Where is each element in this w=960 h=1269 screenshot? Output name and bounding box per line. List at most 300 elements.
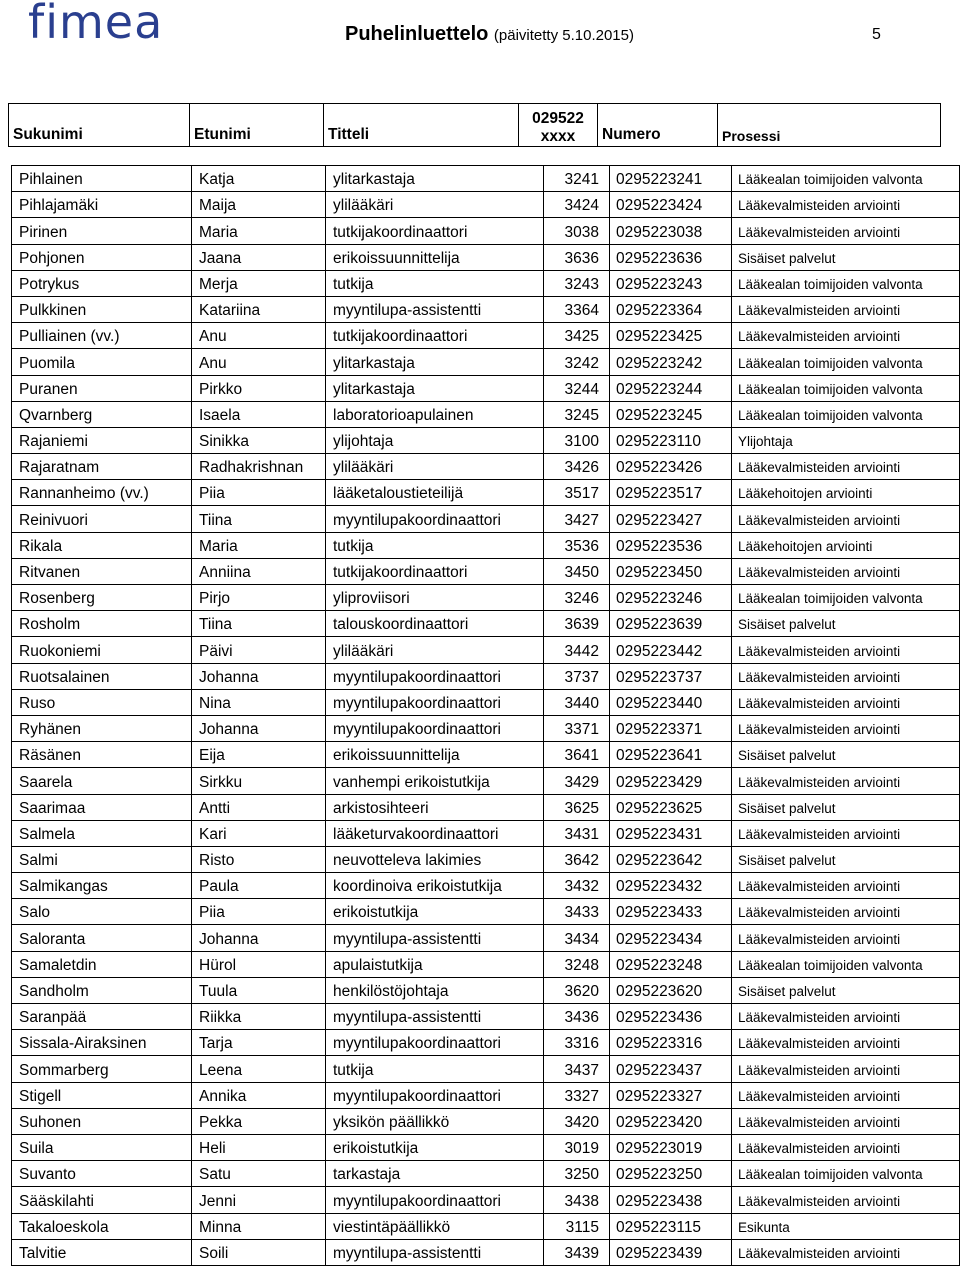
cell-sukunimi: Saranpää	[12, 1004, 192, 1030]
cell-numero: 0295223244	[610, 375, 732, 401]
cell-prosessi: Sisäiset palvelut	[732, 742, 960, 768]
cell-sukunimi: Ruotsalainen	[12, 663, 192, 689]
cell-numero: 0295223364	[610, 296, 732, 322]
cell-sukunimi: Reinivuori	[12, 506, 192, 532]
cell-prosessi: Lääkevalmisteiden arviointi	[732, 1082, 960, 1108]
cell-titteli: erikoistutkija	[326, 1134, 544, 1160]
cell-extension: 3019	[544, 1134, 610, 1160]
table-row	[12, 1004, 960, 1030]
cell-sukunimi: Sandholm	[12, 977, 192, 1003]
cell-titteli: myyntilupakoordinaattori	[326, 506, 544, 532]
cell-numero: 0295223737	[610, 663, 732, 689]
cell-sukunimi: Rosholm	[12, 611, 192, 637]
cell-extension: 3620	[544, 977, 610, 1003]
cell-sukunimi: Puomila	[12, 349, 192, 375]
cell-etunimi: Tarja	[192, 1030, 326, 1056]
cell-titteli: myyntilupa-assistentti	[326, 1239, 544, 1265]
cell-titteli: lääketaloustieteilijä	[326, 480, 544, 506]
table-row	[12, 1187, 960, 1213]
cell-titteli: arkistosihteeri	[326, 794, 544, 820]
table-row	[12, 637, 960, 663]
cell-prosessi: Esikunta	[732, 1213, 960, 1239]
cell-sukunimi: Saarela	[12, 768, 192, 794]
cell-prosessi: Lääkevalmisteiden arviointi	[732, 1030, 960, 1056]
cell-extension: 3625	[544, 794, 610, 820]
cell-etunimi: Kari	[192, 820, 326, 846]
cell-titteli: ylitarkastaja	[326, 375, 544, 401]
cell-etunimi: Johanna	[192, 925, 326, 951]
cell-prosessi: Lääkealan toimijoiden valvonta	[732, 270, 960, 296]
cell-extension: 3250	[544, 1161, 610, 1187]
cell-sukunimi: Stigell	[12, 1082, 192, 1108]
cell-titteli: myyntilupakoordinaattori	[326, 1030, 544, 1056]
cell-titteli: tutkijakoordinaattori	[326, 558, 544, 584]
table-row	[12, 585, 960, 611]
cell-titteli: myyntilupakoordinaattori	[326, 689, 544, 715]
cell-sukunimi: Rosenberg	[12, 585, 192, 611]
cell-extension: 3327	[544, 1082, 610, 1108]
cell-prosessi: Sisäiset palvelut	[732, 977, 960, 1003]
cell-extension: 3429	[544, 768, 610, 794]
cell-prosessi: Lääkevalmisteiden arviointi	[732, 558, 960, 584]
cell-etunimi: Risto	[192, 846, 326, 872]
cell-titteli: myyntilupa-assistentti	[326, 1004, 544, 1030]
cell-prosessi: Lääkealan toimijoiden valvonta	[732, 401, 960, 427]
cell-etunimi: Isaela	[192, 401, 326, 427]
cell-etunimi: Maria	[192, 532, 326, 558]
cell-numero: 0295223439	[610, 1239, 732, 1265]
cell-sukunimi: Qvarnberg	[12, 401, 192, 427]
cell-extension: 3371	[544, 715, 610, 741]
table-row	[12, 794, 960, 820]
cell-prosessi: Lääkehoitojen arviointi	[732, 532, 960, 558]
table-row	[12, 846, 960, 872]
table-row	[12, 558, 960, 584]
cell-prosessi: Lääkevalmisteiden arviointi	[732, 1239, 960, 1265]
cell-prosessi: Lääkevalmisteiden arviointi	[732, 663, 960, 689]
cell-extension: 3426	[544, 454, 610, 480]
cell-etunimi: Sirkku	[192, 768, 326, 794]
cell-prosessi: Lääkevalmisteiden arviointi	[732, 768, 960, 794]
cell-sukunimi: Pulkkinen	[12, 296, 192, 322]
cell-prosessi: Ylijohtaja	[732, 427, 960, 453]
cell-etunimi: Merja	[192, 270, 326, 296]
cell-sukunimi: Salmela	[12, 820, 192, 846]
cell-sukunimi: Suhonen	[12, 1108, 192, 1134]
cell-extension: 3432	[544, 873, 610, 899]
cell-prosessi: Lääkevalmisteiden arviointi	[732, 820, 960, 846]
cell-numero: 0295223433	[610, 899, 732, 925]
fimea-logo: fimea	[28, 0, 164, 49]
cell-etunimi: Maija	[192, 192, 326, 218]
table-row	[12, 1030, 960, 1056]
cell-numero: 0295223517	[610, 480, 732, 506]
cell-titteli: lääketurvakoordinaattori	[326, 820, 544, 846]
cell-etunimi: Riikka	[192, 1004, 326, 1030]
cell-etunimi: Pekka	[192, 1108, 326, 1134]
cell-titteli: neuvotteleva lakimies	[326, 846, 544, 872]
cell-titteli: tutkija	[326, 1056, 544, 1082]
cell-titteli: myyntilupakoordinaattori	[326, 1082, 544, 1108]
cell-extension: 3437	[544, 1056, 610, 1082]
cell-extension: 3442	[544, 637, 610, 663]
cell-extension: 3420	[544, 1108, 610, 1134]
cell-prosessi: Lääkealan toimijoiden valvonta	[732, 349, 960, 375]
cell-extension: 3248	[544, 951, 610, 977]
column-header-table	[8, 103, 941, 147]
cell-numero: 0295223434	[610, 925, 732, 951]
cell-titteli: yliproviisori	[326, 585, 544, 611]
header-numero: Numero	[598, 104, 718, 147]
cell-etunimi: Katja	[192, 166, 326, 192]
cell-etunimi: Päivi	[192, 637, 326, 663]
cell-numero: 0295223248	[610, 951, 732, 977]
cell-sukunimi: Rajaratnam	[12, 454, 192, 480]
cell-prosessi: Lääkealan toimijoiden valvonta	[732, 166, 960, 192]
cell-titteli: tutkijakoordinaattori	[326, 323, 544, 349]
cell-numero: 0295223442	[610, 637, 732, 663]
cell-sukunimi: Ruso	[12, 689, 192, 715]
table-row	[12, 192, 960, 218]
cell-numero: 0295223424	[610, 192, 732, 218]
cell-titteli: tutkija	[326, 532, 544, 558]
table-row	[12, 349, 960, 375]
cell-numero: 0295223038	[610, 218, 732, 244]
table-row	[12, 742, 960, 768]
cell-numero: 0295223426	[610, 454, 732, 480]
cell-extension: 3243	[544, 270, 610, 296]
cell-etunimi: Johanna	[192, 715, 326, 741]
cell-prosessi: Sisäiset palvelut	[732, 611, 960, 637]
table-row	[12, 1161, 960, 1187]
document-title	[345, 23, 634, 46]
table-row	[12, 532, 960, 558]
cell-titteli: tutkija	[326, 270, 544, 296]
cell-extension: 3636	[544, 244, 610, 270]
cell-extension: 3100	[544, 427, 610, 453]
table-row	[12, 611, 960, 637]
cell-etunimi: Heli	[192, 1134, 326, 1160]
cell-etunimi: Tuula	[192, 977, 326, 1003]
cell-numero: 0295223642	[610, 846, 732, 872]
cell-etunimi: Anniina	[192, 558, 326, 584]
cell-numero: 0295223536	[610, 532, 732, 558]
cell-prosessi: Lääkevalmisteiden arviointi	[732, 1056, 960, 1082]
table-row	[12, 480, 960, 506]
cell-extension: 3364	[544, 296, 610, 322]
cell-numero: 0295223110	[610, 427, 732, 453]
cell-extension: 3242	[544, 349, 610, 375]
cell-prosessi: Lääkevalmisteiden arviointi	[732, 1187, 960, 1213]
table-row	[12, 506, 960, 532]
cell-numero: 0295223641	[610, 742, 732, 768]
cell-etunimi: Anu	[192, 323, 326, 349]
cell-etunimi: Piia	[192, 480, 326, 506]
cell-numero: 0295223620	[610, 977, 732, 1003]
cell-sukunimi: Saloranta	[12, 925, 192, 951]
header-etunimi: Etunimi	[190, 104, 324, 147]
table-row	[12, 1108, 960, 1134]
cell-sukunimi: Puranen	[12, 375, 192, 401]
table-row	[12, 951, 960, 977]
cell-titteli: yksikön päällikkö	[326, 1108, 544, 1134]
cell-prosessi: Sisäiset palvelut	[732, 244, 960, 270]
cell-sukunimi: Suvanto	[12, 1161, 192, 1187]
cell-extension: 3438	[544, 1187, 610, 1213]
header-extension-line1: 029522	[532, 110, 584, 127]
header-prosessi: Prosessi	[718, 104, 941, 147]
cell-titteli: myyntilupa-assistentti	[326, 925, 544, 951]
table-row	[12, 244, 960, 270]
cell-prosessi: Lääkealan toimijoiden valvonta	[732, 585, 960, 611]
cell-prosessi: Lääkealan toimijoiden valvonta	[732, 951, 960, 977]
table-row	[12, 1056, 960, 1082]
cell-extension: 3431	[544, 820, 610, 846]
cell-prosessi: Lääkevalmisteiden arviointi	[732, 323, 960, 349]
cell-etunimi: Anu	[192, 349, 326, 375]
cell-sukunimi: Sommarberg	[12, 1056, 192, 1082]
cell-sukunimi: Räsänen	[12, 742, 192, 768]
cell-numero: 0295223420	[610, 1108, 732, 1134]
cell-titteli: erikoissuunnittelija	[326, 742, 544, 768]
cell-extension: 3440	[544, 689, 610, 715]
cell-titteli: ylitarkastaja	[326, 349, 544, 375]
phone-directory-table	[11, 165, 960, 1266]
cell-etunimi: Tiina	[192, 506, 326, 532]
cell-sukunimi: Takaloeskola	[12, 1213, 192, 1239]
cell-etunimi: Pirkko	[192, 375, 326, 401]
cell-etunimi: Radhakrishnan	[192, 454, 326, 480]
cell-etunimi: Nina	[192, 689, 326, 715]
cell-etunimi: Tiina	[192, 611, 326, 637]
cell-etunimi: Eija	[192, 742, 326, 768]
header-sukunimi: Sukunimi	[9, 104, 190, 147]
cell-numero: 0295223427	[610, 506, 732, 532]
table-row	[12, 715, 960, 741]
cell-extension: 3244	[544, 375, 610, 401]
cell-prosessi: Lääkevalmisteiden arviointi	[732, 192, 960, 218]
cell-sukunimi: Salmi	[12, 846, 192, 872]
cell-numero: 0295223115	[610, 1213, 732, 1239]
cell-numero: 0295223425	[610, 323, 732, 349]
cell-numero: 0295223019	[610, 1134, 732, 1160]
cell-numero: 0295223241	[610, 166, 732, 192]
cell-extension: 3517	[544, 480, 610, 506]
table-row	[12, 1082, 960, 1108]
cell-sukunimi: Rikala	[12, 532, 192, 558]
cell-prosessi: Lääkevalmisteiden arviointi	[732, 506, 960, 532]
table-row	[12, 166, 960, 192]
page-number: 5	[872, 26, 881, 43]
cell-titteli: apulaistutkija	[326, 951, 544, 977]
cell-etunimi: Minna	[192, 1213, 326, 1239]
cell-numero: 0295223242	[610, 349, 732, 375]
cell-titteli: viestintäpäällikkö	[326, 1213, 544, 1239]
table-row	[12, 925, 960, 951]
cell-sukunimi: Talvitie	[12, 1239, 192, 1265]
cell-sukunimi: Ruokoniemi	[12, 637, 192, 663]
cell-extension: 3425	[544, 323, 610, 349]
cell-titteli: myyntilupakoordinaattori	[326, 663, 544, 689]
cell-numero: 0295223327	[610, 1082, 732, 1108]
cell-prosessi: Lääkevalmisteiden arviointi	[732, 637, 960, 663]
cell-etunimi: Hürol	[192, 951, 326, 977]
cell-sukunimi: Pulliainen (vv.)	[12, 323, 192, 349]
cell-numero: 0295223429	[610, 768, 732, 794]
cell-prosessi: Lääkevalmisteiden arviointi	[732, 454, 960, 480]
cell-etunimi: Johanna	[192, 663, 326, 689]
cell-extension: 3424	[544, 192, 610, 218]
cell-sukunimi: Pirinen	[12, 218, 192, 244]
table-row	[12, 270, 960, 296]
cell-sukunimi: Samaletdin	[12, 951, 192, 977]
cell-titteli: myyntilupa-assistentti	[326, 296, 544, 322]
cell-prosessi: Lääkevalmisteiden arviointi	[732, 1108, 960, 1134]
cell-numero: 0295223639	[610, 611, 732, 637]
cell-titteli: laboratorioapulainen	[326, 401, 544, 427]
cell-etunimi: Katariina	[192, 296, 326, 322]
cell-numero: 0295223432	[610, 873, 732, 899]
cell-extension: 3241	[544, 166, 610, 192]
cell-titteli: ylilääkäri	[326, 637, 544, 663]
header-extension-line2: xxxx	[540, 128, 576, 145]
cell-extension: 3246	[544, 585, 610, 611]
title-text: Puhelinluettelo	[345, 23, 489, 45]
table-row	[12, 454, 960, 480]
cell-titteli: ylitarkastaja	[326, 166, 544, 192]
cell-etunimi: Satu	[192, 1161, 326, 1187]
table-row	[12, 663, 960, 689]
cell-prosessi: Sisäiset palvelut	[732, 846, 960, 872]
cell-numero: 0295223440	[610, 689, 732, 715]
cell-prosessi: Lääkevalmisteiden arviointi	[732, 1134, 960, 1160]
cell-sukunimi: Pohjonen	[12, 244, 192, 270]
table-row	[12, 1239, 960, 1265]
cell-sukunimi: Ryhänen	[12, 715, 192, 741]
cell-prosessi: Lääkevalmisteiden arviointi	[732, 715, 960, 741]
cell-extension: 3427	[544, 506, 610, 532]
cell-numero: 0295223625	[610, 794, 732, 820]
cell-sukunimi: Sissala-Airaksinen	[12, 1030, 192, 1056]
cell-numero: 0295223371	[610, 715, 732, 741]
cell-sukunimi: Suila	[12, 1134, 192, 1160]
cell-extension: 3316	[544, 1030, 610, 1056]
cell-sukunimi: Ritvanen	[12, 558, 192, 584]
cell-extension: 3439	[544, 1239, 610, 1265]
table-row	[12, 1213, 960, 1239]
cell-titteli: erikoistutkija	[326, 899, 544, 925]
table-row	[12, 977, 960, 1003]
cell-etunimi: Jenni	[192, 1187, 326, 1213]
cell-titteli: erikoissuunnittelija	[326, 244, 544, 270]
cell-sukunimi: Rannanheimo (vv.)	[12, 480, 192, 506]
table-row	[12, 427, 960, 453]
cell-extension: 3641	[544, 742, 610, 768]
table-row	[12, 218, 960, 244]
cell-numero: 0295223438	[610, 1187, 732, 1213]
cell-prosessi: Sisäiset palvelut	[732, 794, 960, 820]
cell-etunimi: Pirjo	[192, 585, 326, 611]
cell-numero: 0295223437	[610, 1056, 732, 1082]
cell-sukunimi: Potrykus	[12, 270, 192, 296]
cell-numero: 0295223636	[610, 244, 732, 270]
table-row	[12, 820, 960, 846]
cell-prosessi: Lääkevalmisteiden arviointi	[732, 1004, 960, 1030]
cell-extension: 3450	[544, 558, 610, 584]
table-row	[12, 375, 960, 401]
cell-prosessi: Lääkevalmisteiden arviointi	[732, 925, 960, 951]
cell-etunimi: Leena	[192, 1056, 326, 1082]
cell-numero: 0295223250	[610, 1161, 732, 1187]
cell-titteli: myyntilupakoordinaattori	[326, 715, 544, 741]
cell-titteli: vanhempi erikoistutkija	[326, 768, 544, 794]
table-row	[12, 323, 960, 349]
cell-extension: 3642	[544, 846, 610, 872]
cell-numero: 0295223316	[610, 1030, 732, 1056]
cell-extension: 3639	[544, 611, 610, 637]
cell-extension: 3436	[544, 1004, 610, 1030]
cell-sukunimi: Pihlainen	[12, 166, 192, 192]
cell-prosessi: Lääkevalmisteiden arviointi	[732, 899, 960, 925]
cell-extension: 3115	[544, 1213, 610, 1239]
cell-numero: 0295223245	[610, 401, 732, 427]
table-row	[12, 689, 960, 715]
table-row	[12, 296, 960, 322]
table-row	[12, 899, 960, 925]
cell-prosessi: Lääkevalmisteiden arviointi	[732, 296, 960, 322]
cell-prosessi: Lääkealan toimijoiden valvonta	[732, 1161, 960, 1187]
cell-sukunimi: Pihlajamäki	[12, 192, 192, 218]
cell-sukunimi: Salmikangas	[12, 873, 192, 899]
cell-extension: 3433	[544, 899, 610, 925]
cell-etunimi: Piia	[192, 899, 326, 925]
header-extension	[519, 104, 598, 147]
cell-numero: 0295223431	[610, 820, 732, 846]
cell-titteli: koordinoiva erikoistutkija	[326, 873, 544, 899]
header-titteli: Titteli	[324, 104, 519, 147]
cell-extension: 3434	[544, 925, 610, 951]
cell-titteli: tarkastaja	[326, 1161, 544, 1187]
cell-titteli: ylilääkäri	[326, 192, 544, 218]
cell-extension: 3536	[544, 532, 610, 558]
cell-etunimi: Annika	[192, 1082, 326, 1108]
cell-prosessi: Lääkevalmisteiden arviointi	[732, 218, 960, 244]
cell-titteli: ylijohtaja	[326, 427, 544, 453]
cell-etunimi: Sinikka	[192, 427, 326, 453]
cell-extension: 3038	[544, 218, 610, 244]
cell-titteli: ylilääkäri	[326, 454, 544, 480]
cell-titteli: myyntilupakoordinaattori	[326, 1187, 544, 1213]
cell-prosessi: Lääkevalmisteiden arviointi	[732, 873, 960, 899]
cell-numero: 0295223243	[610, 270, 732, 296]
cell-titteli: talouskoordinaattori	[326, 611, 544, 637]
cell-prosessi: Lääkehoitojen arviointi	[732, 480, 960, 506]
cell-sukunimi: Sääskilahti	[12, 1187, 192, 1213]
cell-titteli: tutkijakoordinaattori	[326, 218, 544, 244]
cell-numero: 0295223450	[610, 558, 732, 584]
table-row	[12, 768, 960, 794]
cell-titteli: henkilöstöjohtaja	[326, 977, 544, 1003]
cell-etunimi: Paula	[192, 873, 326, 899]
cell-etunimi: Jaana	[192, 244, 326, 270]
cell-extension: 3737	[544, 663, 610, 689]
cell-numero: 0295223436	[610, 1004, 732, 1030]
cell-sukunimi: Rajaniemi	[12, 427, 192, 453]
table-row	[12, 401, 960, 427]
cell-sukunimi: Salo	[12, 899, 192, 925]
cell-extension: 3245	[544, 401, 610, 427]
cell-prosessi: Lääkealan toimijoiden valvonta	[732, 375, 960, 401]
